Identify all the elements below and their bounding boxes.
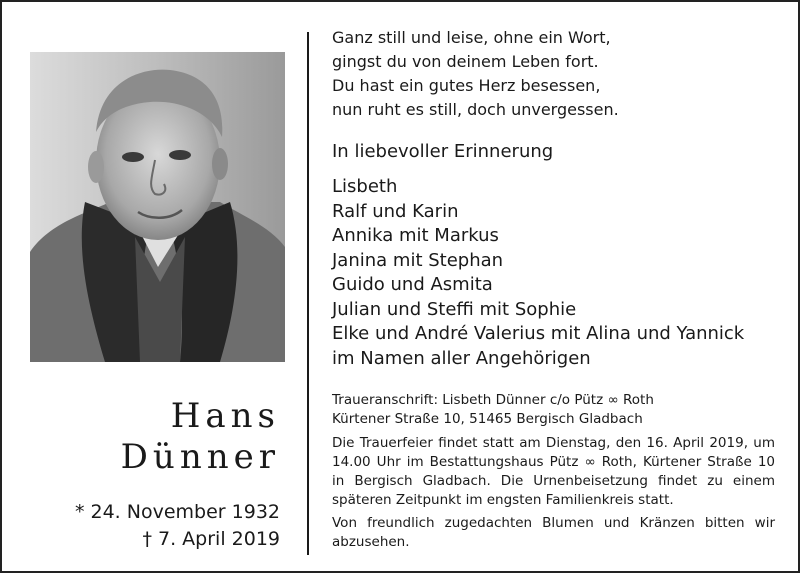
deceased-last-name: Dünner bbox=[120, 437, 280, 477]
mourner-entry: Lisbeth bbox=[332, 176, 398, 197]
death-date: † 7. April 2019 bbox=[142, 528, 280, 550]
address-line: Traueranschrift: Lisbeth Dünner c/o Pütz ∞ Roth bbox=[332, 392, 654, 408]
mourner-entry: Guido und Asmita bbox=[332, 274, 493, 295]
mourner-entry: Janina mit Stephan bbox=[332, 249, 504, 271]
portrait-photo bbox=[30, 52, 285, 362]
flowers-note: Von freundlich zugedachten Blumen und Kränzen bitten wir abzusehen. bbox=[332, 515, 775, 550]
vertical-divider bbox=[307, 32, 309, 555]
mourner-entry: Julian und Steffi mit Sophie bbox=[332, 298, 577, 320]
mourner-entry: Ralf und Karin bbox=[332, 200, 459, 222]
poem-line: nun ruht es still, doch unvergessen. bbox=[332, 100, 619, 119]
address-line: Kürtener Straße 10, 51465 Bergisch Gladbach bbox=[332, 411, 643, 427]
birth-date: * 24. November 1932 bbox=[74, 501, 280, 523]
mourner-entry: im Namen aller Angehörigen bbox=[332, 347, 591, 369]
poem-line: Du hast ein gutes Herz besessen, bbox=[332, 76, 601, 95]
ceremony-info: Die Trauerfeier findet statt am Dienstag, den 16. April 2019, um 14.00 Uhr im Bestattungshaus Pütz ∞ Roth, Kürtener Straße 10 in Bergisch Gladbach. Die Urnenbeisetzung findet zu einem späteren Zeitpunkt im engsten Familienkreis statt. bbox=[332, 435, 775, 508]
poem-line: Ganz still und leise, ohne ein Wort, bbox=[332, 28, 611, 47]
portrait-image bbox=[30, 52, 285, 362]
deceased-first-name: Hans bbox=[170, 396, 280, 436]
mourners-list bbox=[332, 175, 744, 371]
poem-line: gingst du von deinem Leben fort. bbox=[332, 52, 599, 71]
mourner-entry: Elke und André Valerius mit Alina und Yannick bbox=[332, 323, 745, 344]
poem bbox=[332, 26, 772, 122]
mourning-address bbox=[332, 391, 654, 429]
memory-heading: In liebevoller Erinnerung bbox=[332, 141, 554, 162]
mourner-entry: Annika mit Markus bbox=[332, 225, 499, 246]
